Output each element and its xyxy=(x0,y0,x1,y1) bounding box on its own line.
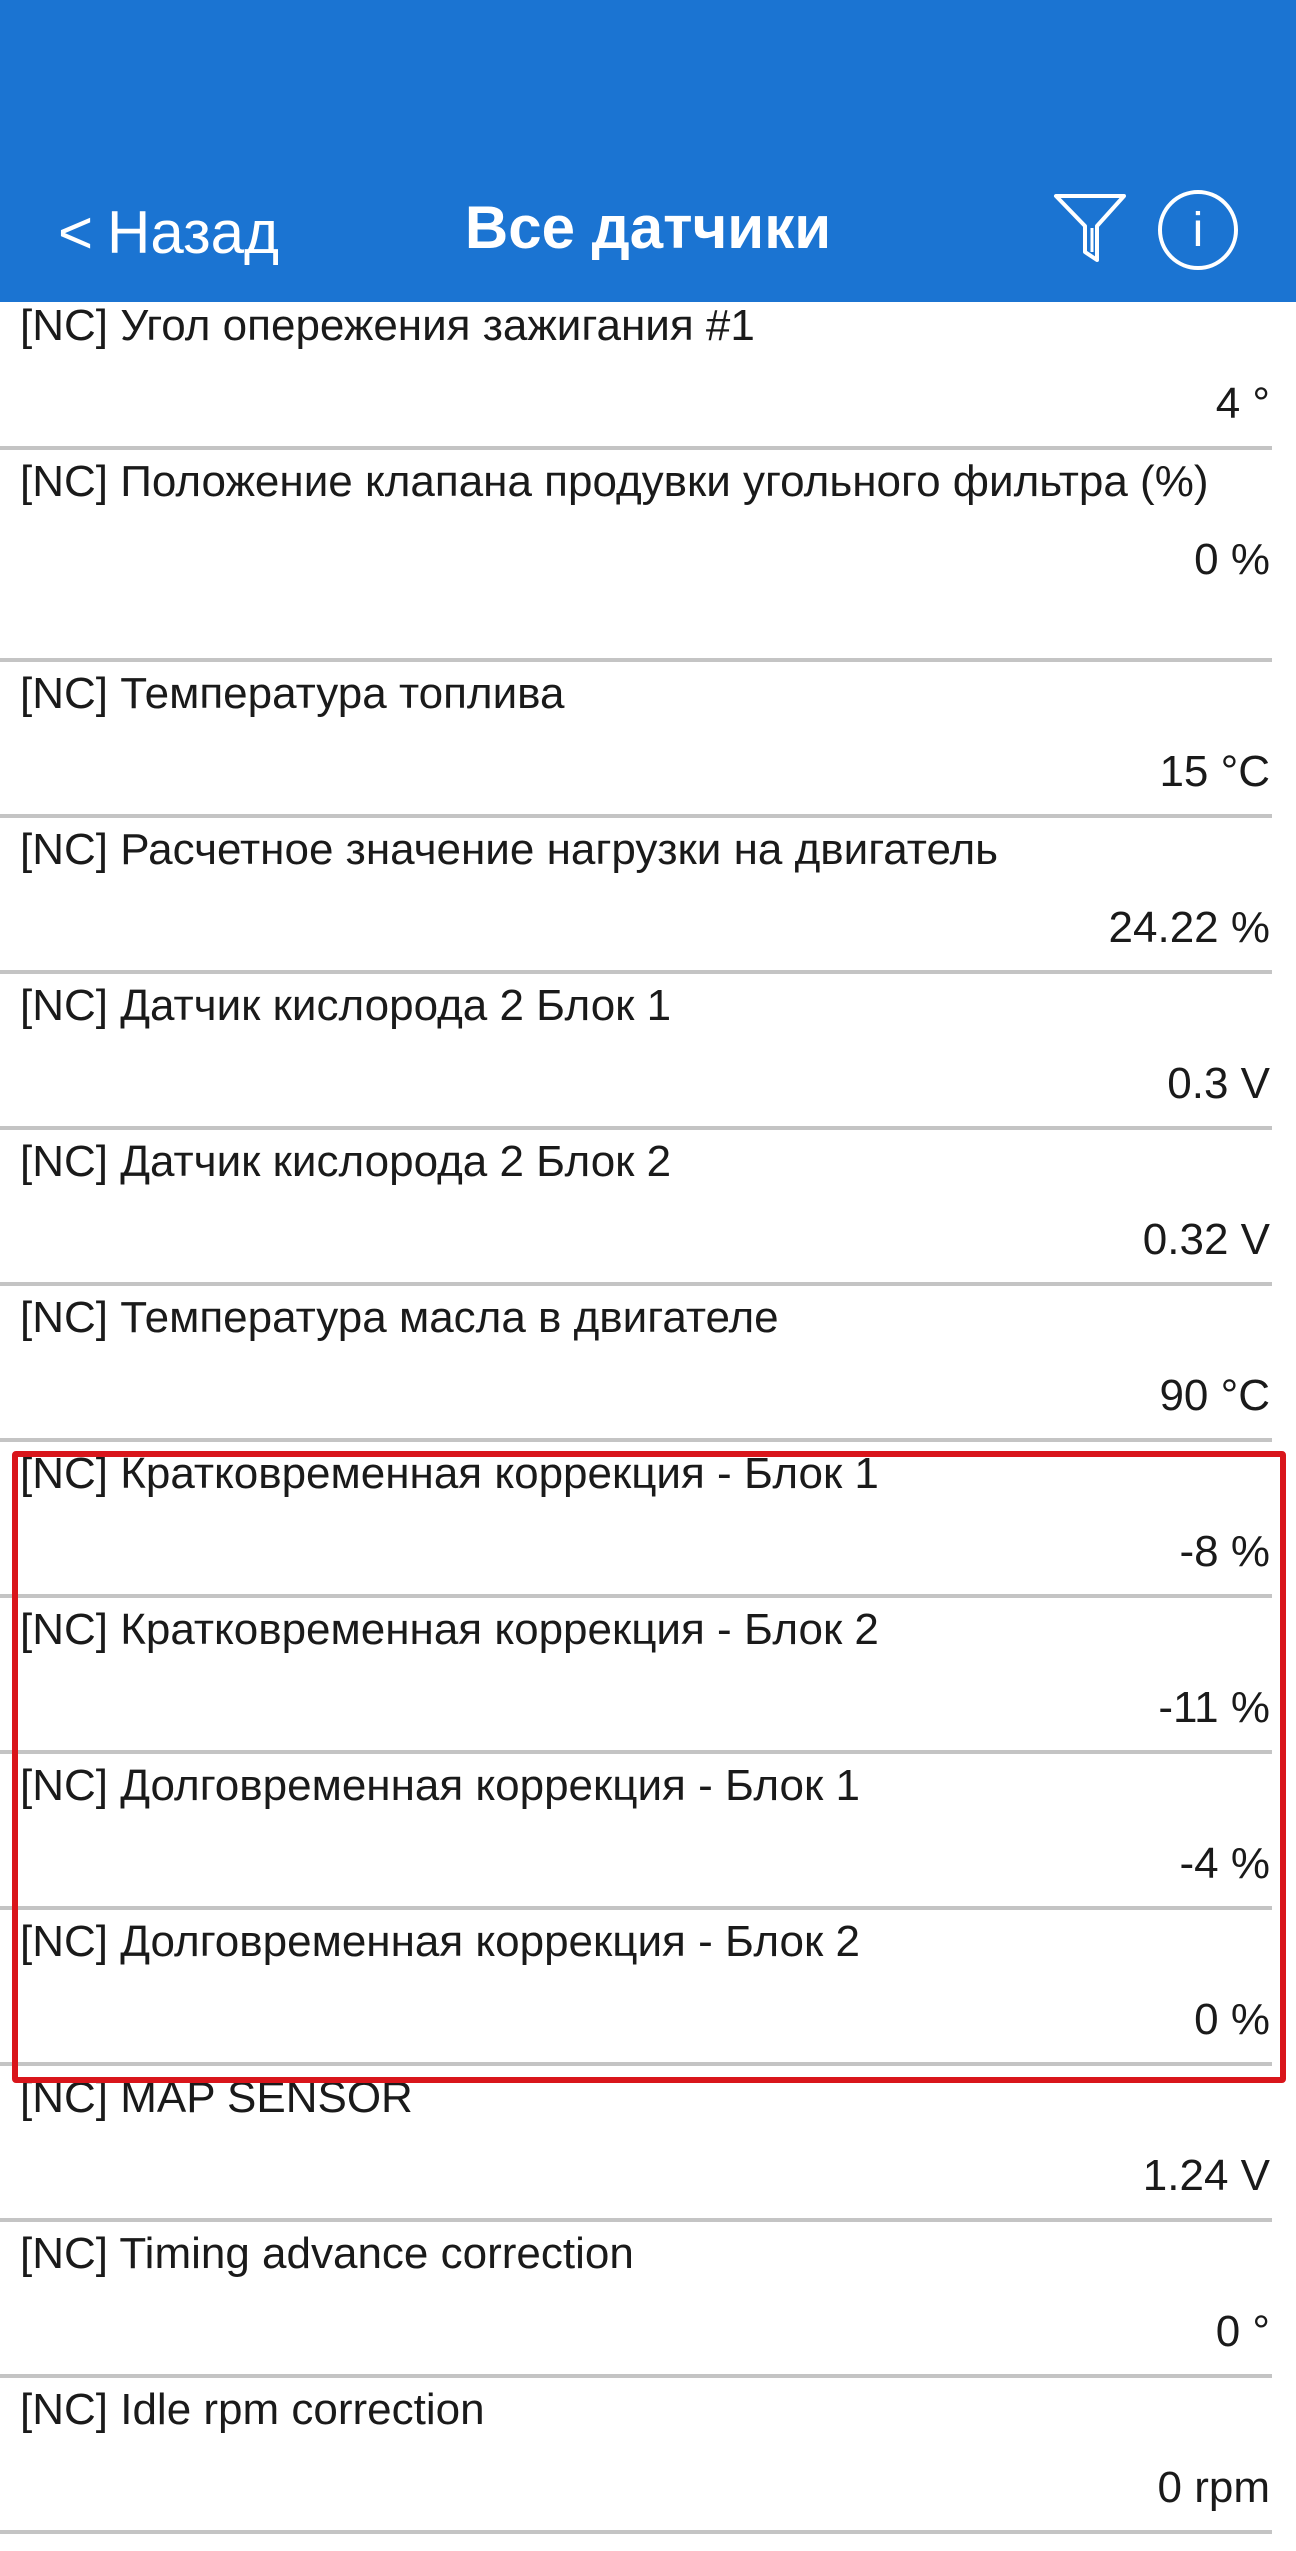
sensor-value: 4 ° xyxy=(1215,379,1270,428)
nav-bar xyxy=(0,0,1296,302)
sensor-label: [NC] Кратковременная коррекция - Блок 1 xyxy=(20,1449,879,1498)
sensor-row[interactable] xyxy=(0,818,1272,974)
sensor-value: 0 rpm xyxy=(1157,2463,1270,2512)
sensor-value: 24.22 % xyxy=(1108,903,1270,952)
sensor-label: [NC] Кратковременная коррекция - Блок 2 xyxy=(20,1605,879,1654)
sensor-value: 15 °C xyxy=(1159,747,1270,796)
sensor-row[interactable] xyxy=(0,1130,1272,1286)
sensor-label: [NC] Timing advance correction xyxy=(20,2229,634,2278)
sensor-value: 0.32 V xyxy=(1142,1215,1270,1264)
filter-icon xyxy=(1050,188,1130,268)
sensor-value: 0.3 V xyxy=(1167,1059,1270,1108)
info-icon xyxy=(1156,188,1240,272)
sensor-label: [NC] Температура топлива xyxy=(20,669,565,718)
sensor-label: [NC] Датчик кислорода 2 Блок 2 xyxy=(20,1137,672,1186)
sensor-row[interactable] xyxy=(0,1442,1272,1598)
sensor-row[interactable] xyxy=(0,1754,1272,1910)
sensor-label: [NC] Расчетное значение нагрузки на двигатель xyxy=(20,825,999,874)
sensor-list xyxy=(0,302,1296,2534)
svg-text:i: i xyxy=(1192,204,1204,257)
sensor-label: [NC] Угол опережения зажигания #1 xyxy=(20,301,755,350)
sensor-value: 90 °C xyxy=(1159,1371,1270,1420)
sensor-row[interactable] xyxy=(0,1910,1272,2066)
back-button[interactable] xyxy=(58,192,279,272)
sensor-row[interactable] xyxy=(0,1598,1272,1754)
sensor-value: -8 % xyxy=(1179,1527,1270,1576)
sensor-row[interactable] xyxy=(0,1286,1272,1442)
sensor-row[interactable] xyxy=(0,662,1272,818)
sensor-label: [NC] Долговременная коррекция - Блок 1 xyxy=(20,1761,860,1810)
sensor-label: [NC] MAP SENSOR xyxy=(20,2073,413,2122)
filter-button[interactable] xyxy=(1050,188,1130,268)
sensor-row[interactable] xyxy=(0,2222,1272,2378)
sensor-label: [NC] Температура масла в двигателе xyxy=(20,1293,779,1342)
sensor-label: [NC] Положение клапана продувки угольного фильтра (%) xyxy=(20,457,1209,506)
sensor-label: [NC] Датчик кислорода 2 Блок 1 xyxy=(20,981,672,1030)
back-chevron-icon: < xyxy=(58,198,94,266)
sensor-value: -11 % xyxy=(1158,1683,1270,1732)
sensor-value: 0 % xyxy=(1194,1995,1270,2044)
sensor-value: 1.24 V xyxy=(1142,2151,1270,2200)
sensor-value: 0 % xyxy=(1194,535,1270,584)
page-title: Все датчики xyxy=(464,194,832,261)
sensor-row[interactable] xyxy=(0,2378,1272,2534)
sensor-row[interactable] xyxy=(0,2066,1272,2222)
back-label: Назад xyxy=(107,198,279,266)
sensor-row[interactable] xyxy=(0,974,1272,1130)
sensor-row[interactable] xyxy=(0,450,1272,662)
sensor-label: [NC] Долговременная коррекция - Блок 2 xyxy=(20,1917,860,1966)
sensor-label: [NC] Idle rpm correction xyxy=(20,2385,485,2434)
sensor-value: -4 % xyxy=(1179,1839,1270,1888)
info-button[interactable] xyxy=(1156,188,1240,272)
sensor-row[interactable] xyxy=(0,294,1272,450)
sensor-value: 0 ° xyxy=(1215,2307,1270,2356)
